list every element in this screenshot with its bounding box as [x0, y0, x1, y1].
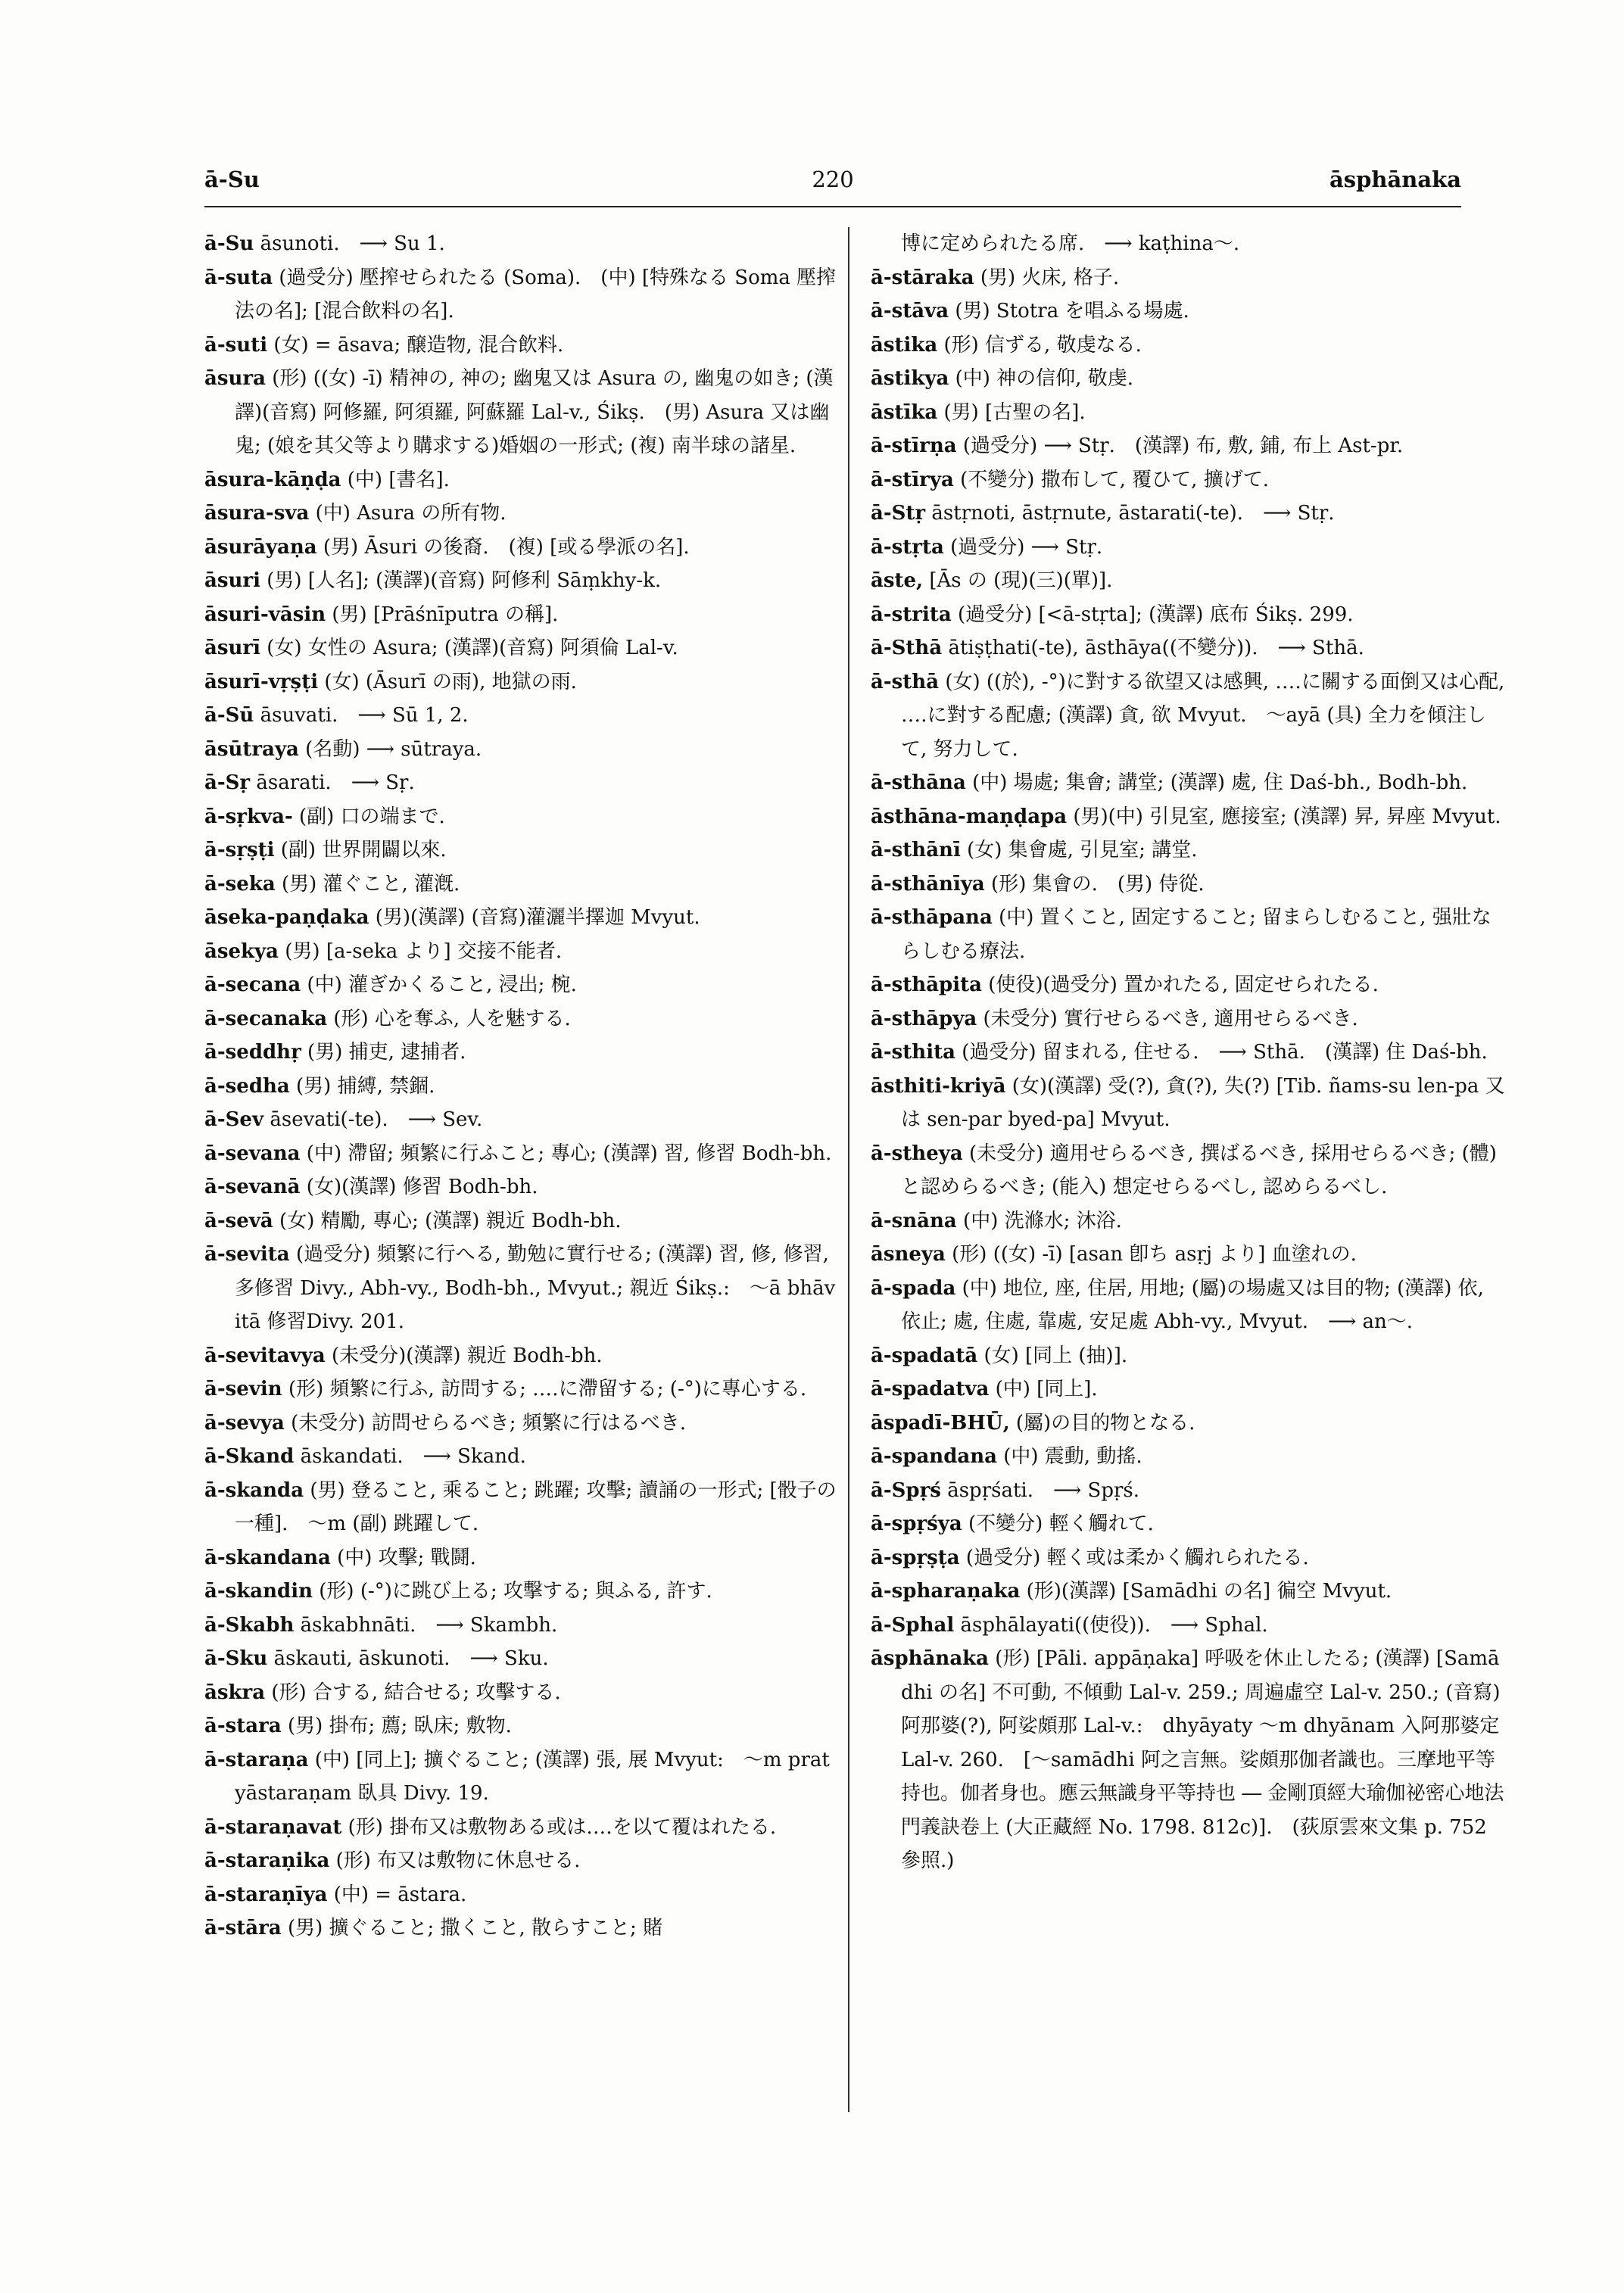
entry-headword: āsthāna-maṇḍapa [871, 805, 1068, 828]
entry-definition: (過受分) 輕く或は柔かく觸れられたる. [965, 1546, 1309, 1569]
dictionary-entry [204, 1002, 840, 1036]
dictionary-entry [204, 1844, 840, 1878]
entry-definition: (中) 攻擊; 戰鬪. [337, 1546, 476, 1569]
entry-headword: ā-sthānī [871, 839, 961, 861]
header-rule [204, 206, 1461, 207]
entry-definition: (中) 場處; 集會; 講堂; (漢譯) 處, 住 Daś-bh., Bodh-bh. [972, 771, 1468, 794]
entry-headword: āspadī-BHŪ, [871, 1411, 1010, 1435]
right-guide-word: āsphānaka [1329, 167, 1461, 192]
dictionary-entry [204, 362, 840, 463]
entry-definition: (男) Āsuri の後裔. (複) [或る學派の名]. [323, 535, 690, 559]
dictionary-entry [204, 1474, 840, 1541]
dictionary-entry [204, 497, 840, 531]
entry-headword: ā-suta [204, 266, 273, 289]
entry-headword: ā-stara [204, 1715, 282, 1737]
dictionary-entry [204, 733, 840, 767]
dictionary-entry [204, 1609, 840, 1643]
entry-headword: āsurāyaṇa [204, 535, 317, 559]
page-number: 220 [812, 167, 854, 192]
dictionary-entry [204, 699, 840, 733]
entry-headword: ā-sevya [204, 1411, 285, 1435]
page-header [204, 167, 1461, 212]
entry-headword: ā-skandin [204, 1580, 313, 1603]
entry-headword: āsneya [871, 1243, 946, 1266]
entry-headword: ā-spada [871, 1276, 956, 1300]
entry-definition: āspṛśati. ⟶ Spṛś. [947, 1478, 1140, 1502]
dictionary-entry [871, 1407, 1507, 1441]
entry-definition: (過受分) 壓搾せられたる (Soma). (中) [特殊なる Soma 壓搾法の名]; [混合飲料の名]. [235, 266, 837, 322]
entry-headword: ā-Stṛ [871, 502, 926, 525]
entry-headword: ā-Su [204, 232, 254, 255]
entry-definition: (過受分) 留まれる, 住せる. ⟶ Sthā. (漢譯) 住 Daś-bh. [962, 1041, 1488, 1064]
entry-definition: (形) 布又は敷物に休息せる. [335, 1849, 581, 1872]
entry-headword: ā-Sphal [871, 1613, 955, 1637]
entry-headword: āsura-sva [204, 502, 310, 525]
dictionary-entry [204, 1170, 840, 1204]
dictionary-entry [871, 564, 1507, 598]
dictionary-entry [871, 1070, 1507, 1137]
dictionary-entry [204, 531, 840, 565]
dictionary-entry [204, 1407, 840, 1441]
entry-definition: (女) 女性の Asura; (漢譯)(音寫) 阿須倫 Lal-v. [267, 637, 678, 659]
entry-definition: (男) [Prāśnīputra の稱]. [332, 603, 559, 626]
dictionary-entry [871, 396, 1507, 430]
dictionary-entry [871, 1609, 1507, 1643]
entry-definition: (女)(漢譯) 修習 Bodh-bh. [306, 1176, 538, 1198]
entry-headword: ā-Spṛś [871, 1478, 941, 1502]
dictionary-entry [871, 968, 1507, 1002]
dictionary-entry [204, 631, 840, 665]
dictionary-entry [871, 1339, 1507, 1373]
dictionary-entry [204, 564, 840, 598]
dictionary-entry [871, 497, 1507, 531]
entry-headword: āsuri [204, 569, 260, 592]
entry-headword: ā-spandana [871, 1445, 997, 1468]
entry-headword: ā-staraṇika [204, 1849, 330, 1872]
entry-definition: (中) Asura の所有物. [315, 502, 507, 525]
entry-headword: ā-sevā [204, 1209, 273, 1232]
entry-definition: āstṛnoti, āstṛnute, āstarati(-te). ⟶ Stṛ. [931, 502, 1335, 525]
dictionary-entry [204, 935, 840, 969]
dictionary-entry [871, 800, 1507, 834]
entry-headword: ā-seka [204, 872, 276, 896]
entry-definition: (中) 滯留; 頻繁に行ふこと; 專心; (漢譯) 習, 修習 Bodh-bh. [306, 1142, 832, 1165]
dictionary-entry [871, 868, 1507, 902]
entry-headword: ā-Sev [204, 1108, 264, 1131]
dictionary-entry [204, 598, 840, 632]
dictionary-entry [204, 1339, 840, 1373]
dictionary-entry [871, 227, 1507, 261]
entry-definition: (形) (-°)に跳び上る; 攻擊する; 與ふる, 許す. [319, 1580, 712, 1603]
dictionary-entry [871, 1137, 1507, 1204]
entry-headword: ā-secana [204, 974, 301, 996]
dictionary-entry [871, 833, 1507, 868]
dictionary-entry [204, 1743, 840, 1811]
dictionary-entry [871, 294, 1507, 329]
entry-headword: ā-strita [871, 603, 952, 626]
dictionary-entry [871, 429, 1507, 463]
entry-headword: āseka-paṇḍaka [204, 906, 369, 929]
entry-definition: (形) 信ずる, 敬虔なる. [943, 333, 1142, 357]
dictionary-entry [871, 531, 1507, 565]
dictionary-entry [871, 362, 1507, 396]
column-divider [848, 227, 849, 2112]
entry-definition: 博に定められたる席. ⟶ kaṭhina〜. [901, 232, 1240, 255]
right-column [871, 227, 1507, 1878]
entry-headword: ā-stāra [204, 1917, 282, 1939]
entry-definition: (女) [同上 (抽)]. [983, 1344, 1128, 1367]
entry-headword: āste, [871, 569, 924, 592]
dictionary-entry [871, 1440, 1507, 1474]
dictionary-entry [204, 665, 840, 699]
entry-headword: ā-spadatā [871, 1344, 978, 1367]
entry-headword: ā-sevana [204, 1142, 301, 1165]
entry-headword: ā-Sthā [871, 637, 943, 659]
entry-definition: ātiṣṭhati(-te), āsthāya((不變分)). ⟶ Sthā. [948, 637, 1364, 659]
entry-headword: āstika [871, 333, 938, 357]
dictionary-entry [204, 833, 840, 868]
entry-definition: (形) 集會の. (男) 侍從. [991, 872, 1205, 896]
entry-definition: (男) 灌ぐこと, 灌漑. [281, 872, 460, 896]
entry-headword: ā-spharaṇaka [871, 1580, 1021, 1603]
entry-definition: (形) 掛布又は敷物ある或は‥‥を以て覆はれたる. [348, 1815, 777, 1839]
dictionary-entry [871, 1238, 1507, 1272]
dictionary-entry [871, 1272, 1507, 1339]
dictionary-entry [204, 868, 840, 902]
entry-definition: āsuvati. ⟶ Sū 1, 2. [260, 704, 469, 727]
entry-definition: (形) [Pāli. appāṇaka] 呼吸を休止したる; (漢譯) [Samādhi の名] 不可動, 不傾動 Lal-v. 259.; 周遍虛空 Lal-v. 250.; (音寫) 阿那婆(?), 阿娑頗那 Lal-v.: dhyāyaty 〜m dhyānam 入阿那婆定 Lal-v. 260. [〜samādhi 阿之言無。娑頗那伽者識也。三摩地平等持也。伽者身也。應云無識身平等持也 ― 金剛頂經大瑜伽祕密心地法門義訣卷上 (大正藏經 No. 1798. 812c)]. (荻原雲來文集 p. 752 參照.) [901, 1647, 1504, 1872]
entry-definition: (中) 神の信仰, 敬虔. [955, 367, 1133, 390]
dictionary-entry [871, 1036, 1507, 1070]
left-guide-word: ā-Su [204, 167, 260, 192]
entry-definition: (屬)の目的物となる. [1015, 1411, 1195, 1435]
entry-headword: ā-spadatva [871, 1378, 990, 1400]
entry-definition: (過受分) [<ā-stṛta]; (漢譯) 底布 Śikṣ. 299. [957, 603, 1354, 626]
entry-definition: (男) 擴ぐること; 撒くこと, 散らすこと; 賭 [287, 1917, 663, 1939]
entry-definition: (副) 口の端まで. [299, 805, 445, 828]
entry-headword: ā-spṛśya [871, 1513, 962, 1535]
dictionary-entry [204, 1036, 840, 1070]
dictionary-entry [871, 901, 1507, 968]
entry-headword: ā-skanda [204, 1478, 304, 1502]
entry-headword: ā-stāva [871, 300, 949, 322]
entry-headword: āsura-kāṇḍa [204, 468, 341, 491]
entry-definition: (中) 地位, 座, 住居, 用地; (屬)の場處又は目的物; (漢譯) 依, 依止; 處, 住處, 靠處, 安足處 Abh-vy., Mvyut. ⟶ an〜. [901, 1276, 1484, 1333]
entry-definition: (男) Stotra を唱ふる場處. [955, 300, 1189, 322]
dictionary-entry [204, 329, 840, 363]
entry-headword: ā-sthita [871, 1041, 955, 1064]
entry-definition: (男) 捕吏, 逮捕者. [307, 1041, 466, 1064]
dictionary-entry [204, 1541, 840, 1575]
dictionary-entry [204, 1878, 840, 1912]
dictionary-entry [871, 1541, 1507, 1575]
dictionary-entry [204, 463, 840, 497]
entry-headword: ā-stīrṇa [871, 435, 957, 457]
dictionary-entry [204, 901, 840, 935]
dictionary-entry [204, 1642, 840, 1676]
entry-definition: (副) 世界開闢以來. [280, 839, 447, 861]
dictionary-entry [871, 1642, 1507, 1878]
dictionary-entry [871, 1002, 1507, 1036]
entry-headword: ā-sevin [204, 1378, 282, 1400]
entry-headword: ā-staraṇa [204, 1748, 309, 1771]
dictionary-entry [871, 1474, 1507, 1508]
entry-definition: (形) ((女) -ī) [asan 卽ち asṛj より] 血塗れの. [952, 1243, 1357, 1266]
entry-headword: ā-Sṛ [204, 771, 251, 794]
entry-definition: (中) [書名]. [347, 468, 450, 491]
dictionary-entry [204, 1103, 840, 1137]
entry-headword: ā-Skand [204, 1445, 295, 1468]
entry-definition: (形)(漢譯) [Samādhi の名] 徧空 Mvyut. [1026, 1580, 1392, 1603]
entry-headword: āsurī-vṛṣṭi [204, 670, 319, 693]
entry-headword: ā-staraṇīya [204, 1883, 328, 1906]
entry-definition: (男)(漢譯) (音寫)灌灑半擇迦 Mvyut. [375, 906, 700, 929]
dictionary-entry [204, 1137, 840, 1171]
dictionary-entry [871, 1372, 1507, 1407]
entry-headword: āsura [204, 367, 266, 390]
dictionary-entry [204, 766, 840, 800]
entry-definition: (中) 震動, 動搖. [1003, 1445, 1142, 1468]
entry-headword: ā-sthāna [871, 771, 966, 794]
entry-definition: (男) 掛布; 薦; 臥床; 敷物. [287, 1715, 512, 1737]
entry-definition: (男) [人名]; (漢譯)(音寫) 阿修利 Sāṃkhy-k. [267, 569, 662, 592]
dictionary-entry [204, 1372, 840, 1407]
dictionary-entry [204, 1440, 840, 1474]
entry-definition: (男) 火床, 格子. [980, 266, 1120, 289]
dictionary-entry [871, 463, 1507, 497]
dictionary-entry [871, 1507, 1507, 1541]
entry-definition: (形) 合する, 結合せる; 攻擊する. [271, 1681, 561, 1704]
entry-headword: āskra [204, 1681, 266, 1704]
dictionary-entry [204, 1811, 840, 1845]
entry-definition: (形) ((女) -ī) 精神の, 神の; 幽鬼又は Asura の, 幽鬼の如き; (漢譯)(音寫) 阿修羅, 阿須羅, 阿蘇羅 Lal-v., Śikṣ. (男) Asura 又は幽鬼; (娘を其父等より購求する)婚姻の一形式; (複) 南半球の諸星. [235, 367, 834, 457]
entry-headword: ā-sthānīya [871, 872, 985, 896]
entry-definition: (名動) ⟶ sūtraya. [305, 737, 482, 761]
entry-headword: āsūtraya [204, 737, 299, 761]
entry-headword: ā-secanaka [204, 1007, 328, 1030]
dictionary-entry [204, 800, 840, 834]
entry-definition: āsunoti. ⟶ Su 1. [260, 232, 445, 255]
entry-definition: (女) 精勵, 專心; (漢譯) 親近 Bodh-bh. [279, 1209, 622, 1232]
entry-headword: āsuri-vāsin [204, 603, 326, 626]
entry-headword: ā-sthāpita [871, 974, 982, 996]
entry-headword: ā-sṛṣṭi [204, 839, 275, 861]
entry-headword: ā-sedha [204, 1074, 290, 1098]
entry-definition: (中) [同上]. [995, 1378, 1098, 1400]
dictionary-entry [204, 1676, 840, 1710]
entry-definition: (過受分) 頻繁に行へる, 勤勉に實行せる; (漢譯) 習, 修, 修習, 多修習 Divy., Abh-vy., Bodh-bh., Mvyut.; 親近 Śikṣ.: 〜ā bhāvitā 修習Divy. 201. [235, 1243, 836, 1333]
entry-headword: ā-sevita [204, 1243, 290, 1266]
entry-headword: ā-sevanā [204, 1176, 301, 1198]
entry-definition: āskauti, āskunoti. ⟶ Sku. [273, 1647, 549, 1670]
entry-headword: āsekya [204, 939, 279, 963]
entry-headword: ā-Sku [204, 1647, 268, 1670]
entry-definition: āskabhnāti. ⟶ Skambh. [300, 1613, 558, 1637]
entry-definition: (中) 灌ぎかくること, 浸出; 椀. [307, 974, 577, 996]
entry-definition: āsarati. ⟶ Sṛ. [256, 771, 415, 794]
entry-definition: (中) 洗滌水; 沐浴. [963, 1209, 1122, 1232]
entry-headword: ā-sevitavya [204, 1344, 326, 1367]
dictionary-entry [871, 1575, 1507, 1609]
entry-definition: (不變分) 輕く觸れて. [968, 1513, 1154, 1535]
entry-headword: ā-staraṇavat [204, 1815, 342, 1839]
dictionary-entry [204, 1204, 840, 1238]
entry-definition: (男) 登ること, 乘ること; 跳躍; 攻擊; 讀誦の一形式; [骰子の一種]. 〜m (副) 跳躍して. [235, 1478, 837, 1535]
entry-definition: (中) = āstara. [333, 1883, 467, 1906]
entry-definition: (中) [同上]; 擴ぐること; (漢譯) 張, 展 Mvyut: 〜m pratyāstaraṇam 臥具 Divy. 19. [235, 1748, 830, 1805]
entry-definition: (女)(漢譯) 受(?), 貪(?), 失(?) [Tib. ñams-su len-pa 又は sen-par byed-pa] Mvyut. [901, 1074, 1505, 1131]
dictionary-entry [204, 261, 840, 329]
entry-headword: ā-stṛta [871, 535, 944, 559]
entry-definition: (男) 捕縛, 禁錮. [296, 1074, 435, 1098]
dictionary-entry [204, 1911, 840, 1946]
dictionary-entry [871, 665, 1507, 767]
entry-headword: ā-snāna [871, 1209, 957, 1232]
entry-headword: āsphānaka [871, 1647, 990, 1670]
entry-headword: āsthiti-kriyā [871, 1074, 1006, 1098]
entry-definition: (男)(中) 引見室, 應接室; (漢譯) 昇, 昇座 Mvyut. [1073, 805, 1501, 828]
dictionary-entry [204, 1709, 840, 1743]
entry-definition: (女) ((於), -°)に對する欲望又は感興, ‥‥に關する面倒又は心配, ‥‥に對する配慮; (漢譯) 貪, 欲 Mvyut. 〜ayā (具) 全力を傾注して, 努力して. [901, 670, 1505, 761]
left-column [204, 227, 840, 1946]
entry-definition: (女) = āsava; 醸造物, 混合飲料. [273, 333, 564, 357]
dictionary-entry [871, 261, 1507, 295]
entry-definition: (女) 集會處, 引見室; 講堂. [967, 839, 1198, 861]
dictionary-entry [204, 1070, 840, 1104]
entry-headword: ā-sthā [871, 670, 940, 693]
entry-headword: ā-spṛṣṭa [871, 1546, 960, 1569]
entry-definition: āsphālayati((使役)). ⟶ Sphal. [960, 1613, 1268, 1637]
dictionary-entry [871, 631, 1507, 665]
entry-definition: (使役)(過受分) 置かれたる, 固定せられたる. [988, 974, 1379, 996]
entry-definition: (中) 置くこと, 固定すること; 留まらしむること, 强壯ならしむる療法. [901, 906, 1492, 963]
entry-headword: āstīka [871, 400, 938, 424]
entry-definition: āskandati. ⟶ Skand. [300, 1445, 526, 1468]
entry-definition: [Ās の (現)(三)(單)]. [929, 569, 1113, 592]
dictionary-entry [204, 227, 840, 261]
entry-definition: (未受分) 實行せらるべき, 適用せらるべき. [983, 1007, 1358, 1030]
entry-headword: ā-seddhṛ [204, 1041, 301, 1064]
entry-headword: ā-sthāpana [871, 906, 993, 929]
dictionary-entry [871, 598, 1507, 632]
dictionary-entry [204, 1238, 840, 1339]
entry-headword: āstikya [871, 367, 949, 390]
entry-definition: (不變分) 撒布して, 覆ひて, 擴げて. [960, 468, 1269, 491]
dictionary-entry [871, 1204, 1507, 1238]
dictionary-entry [871, 329, 1507, 363]
dictionary-entry [204, 1575, 840, 1609]
dictionary-entry [871, 766, 1507, 800]
entry-definition: (形) 心を奪ふ, 人を魅する. [333, 1007, 571, 1030]
entry-definition: (形) 頻繁に行ふ, 訪問する; ‥‥に滯留する; (-°)に專心する. [288, 1378, 807, 1400]
entry-headword: āsurī [204, 637, 260, 659]
entry-definition: (男) [a-seka より] 交接不能者. [285, 939, 563, 963]
entry-headword: ā-suti [204, 333, 268, 357]
entry-definition: āsevati(-te). ⟶ Sev. [270, 1108, 483, 1131]
entry-definition: (過受分) ⟶ Stṛ. (漢譯) 布, 敷, 鋪, 布上 Ast-pr. [962, 435, 1404, 457]
entry-headword: ā-stīrya [871, 468, 954, 491]
entry-definition: (男) [古聖の名]. [943, 400, 1086, 424]
entry-headword: ā-sthāpya [871, 1007, 977, 1030]
entry-headword: ā-stheya [871, 1142, 963, 1165]
entry-definition: (未受分)(漢譯) 親近 Bodh-bh. [332, 1344, 603, 1367]
entry-headword: ā-Skabh [204, 1613, 295, 1637]
entry-headword: ā-sṛkva- [204, 805, 293, 828]
entry-headword: ā-skandana [204, 1546, 331, 1569]
entry-definition: (未受分) 適用せらるべき, 撰ばるべき, 採用せらるべき; (體)と認めらるべき; (能入) 想定せらるべし, 認めらるべし. [901, 1142, 1497, 1198]
entry-definition: (未受分) 訪問せらるべき; 頻繁に行はるべき. [291, 1411, 686, 1435]
entry-definition: (過受分) ⟶ Stṛ. [950, 535, 1103, 559]
entry-definition: (女) (Āsurī の雨), 地獄の雨. [324, 670, 577, 693]
entry-headword: ā-Sū [204, 704, 254, 727]
entry-headword: ā-stāraka [871, 266, 974, 289]
dictionary-entry [204, 968, 840, 1002]
